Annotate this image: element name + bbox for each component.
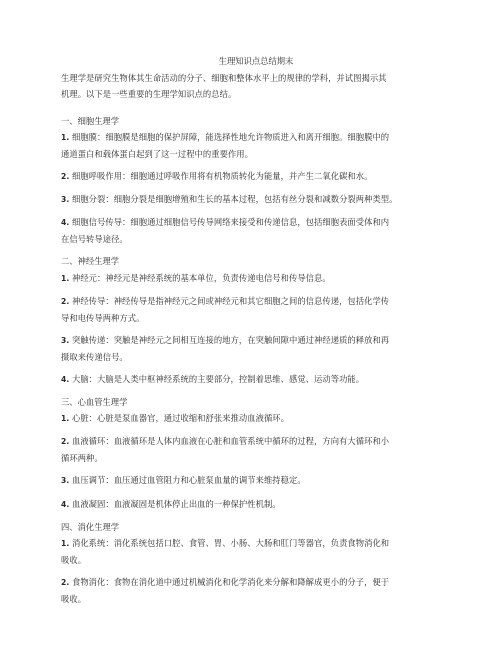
section-heading-digestive-physiology: 四、消化生理学: [61, 522, 120, 532]
item-number: 2.: [61, 297, 70, 306]
item-text: 血液循环：血液循环是人体内血液在心脏和血管系统中循环的过程，方向有大循环和小: [71, 436, 390, 446]
item-text: 消化系统：消化系统包括口腔、食管、胃、小肠、大肠和肛门等器官，负责食物消化和: [71, 538, 390, 548]
item-number: 4.: [61, 375, 70, 384]
item-number: 4.: [61, 500, 70, 509]
document-title: 生理知识点总结期末: [218, 56, 294, 66]
list-item: [61, 191, 453, 208]
item-number: 3.: [61, 476, 70, 485]
item-text: 循环两种。: [61, 453, 103, 463]
item-text: 大脑：大脑是人类中枢神经系统的主要部分，控制着思维、感觉、运动等功能。: [71, 374, 365, 384]
list-item: [61, 410, 453, 427]
item-number: 3.: [61, 336, 70, 345]
item-text: 细胞膜：细胞膜是细胞的保护屏障，能选择性地允许物质进入和离开细胞。细胞膜中的: [71, 132, 390, 142]
item-text: 细胞信号传导：细胞通过细胞信号传导网络来接受和传递信息，包括细胞表面受体和内: [71, 217, 390, 227]
item-text: 吸收。: [61, 594, 87, 604]
list-item: [61, 433, 453, 466]
list-item: [61, 371, 453, 388]
item-number: 2.: [61, 578, 70, 587]
section-heading-cell-physiology: 一、细胞生理学: [61, 116, 120, 126]
item-text: 血液凝固：血液凝固是机体停止出血的一种保护性机制。: [71, 499, 281, 509]
item-number: 1.: [61, 274, 70, 283]
intro-line: 机理。以下是一些重要的生理学知识点的总结。: [61, 89, 237, 99]
item-number: 1.: [61, 414, 70, 423]
item-number: 4.: [61, 218, 70, 227]
item-number: 1.: [61, 133, 70, 142]
item-text: 吸收。: [61, 555, 87, 565]
intro-paragraph: [61, 70, 453, 102]
section-heading-cardiovascular-physiology: 三、心血管生理学: [61, 397, 128, 407]
list-item: [61, 574, 453, 607]
item-text: 细胞呼吸作用：细胞通过呼吸作用将有机物质转化为能量，并产生二氧化碳和水。: [71, 171, 373, 181]
list-item: [61, 293, 453, 326]
list-item: [61, 214, 453, 247]
list-item: [61, 168, 453, 185]
item-text: 神经传导：神经传导是指神经元之间或神经元和其它细胞之间的信息传递，包括化学传: [71, 296, 390, 306]
item-number: 1.: [61, 539, 70, 548]
item-text: 心脏：心脏是泵血器官，通过收缩和舒张来推动血液循环。: [71, 413, 289, 423]
item-number: 2.: [61, 172, 70, 181]
item-number: 2.: [61, 437, 70, 446]
item-text: 在信号转导途径。: [61, 234, 128, 244]
list-item: [61, 129, 453, 162]
item-text: 神经元：神经元是神经系统的基本单位，负责传递电信号和传导信息。: [71, 273, 331, 283]
item-text: 摄取来传递信号。: [61, 352, 128, 362]
item-number: 3.: [61, 195, 70, 204]
item-text: 细胞分裂：细胞分裂是细胞增殖和生长的基本过程，包括有丝分裂和减数分裂两种类型。: [71, 194, 398, 204]
list-item: [61, 496, 453, 513]
list-item: [61, 332, 453, 365]
item-text: 导和电传导两种方式。: [61, 313, 145, 323]
list-item: [61, 472, 453, 489]
list-item: [61, 270, 453, 287]
list-item: [61, 535, 453, 568]
item-text: 通道蛋白和载体蛋白起到了这一过程中的重要作用。: [61, 149, 253, 159]
section-heading-neurophysiology: 二、神经生理学: [61, 256, 120, 266]
intro-line: 生理学是研究生物体其生命活动的分子、细胞和整体水平上的规律的学科，并试图揭示其: [61, 73, 387, 83]
item-text: 血压调节：血压通过血管阻力和心脏泵血量的调节来维持稳定。: [71, 475, 306, 485]
item-text: 食物消化：食物在消化道中通过机械消化和化学消化来分解和降解成更小的分子，便于: [71, 577, 390, 587]
item-text: 突触传递：突触是神经元之间相互连接的地方，在突触间隙中通过神经递质的释放和再: [71, 335, 390, 345]
